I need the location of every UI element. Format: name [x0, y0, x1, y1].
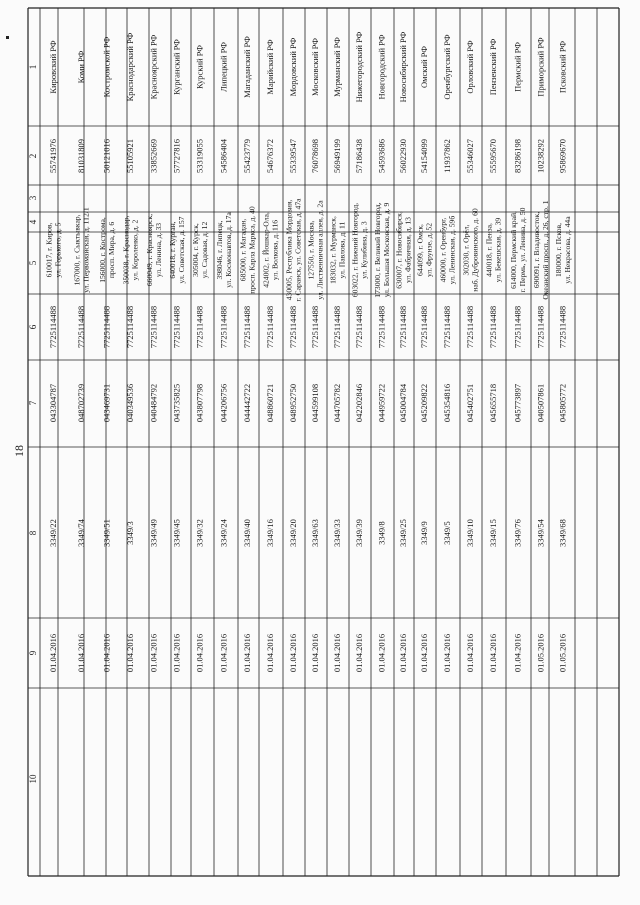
cell-date: 01.04.2016 — [124, 633, 135, 673]
cell-code: 3349/51 — [101, 519, 112, 547]
cell-code: 3349/24 — [218, 519, 229, 547]
cell-address: 660049, г. Красноярск, — [144, 213, 154, 287]
cell-address: 424002, г. Йошкар-Ола, — [261, 212, 271, 288]
cell-region: Курский РФ — [194, 45, 205, 89]
cell-address: 614000, Пермский край, — [508, 211, 518, 289]
cell-inn: 7725114488 — [47, 305, 58, 349]
cell-date: 01.04.2016 — [441, 633, 452, 673]
cell-code: 3349/54 — [535, 519, 546, 547]
cell-inn: 7725114488 — [171, 305, 182, 349]
cell-address: ул. Ленина, д. 33 — [153, 222, 163, 278]
cell-inn: 7725114488 — [101, 305, 112, 349]
cell-region: Оренбургский РФ — [441, 34, 452, 100]
column-number: 8 — [28, 530, 39, 536]
cell-address: 685000, г. Магадан, — [238, 218, 248, 282]
cell-address: ул. Большая Московская, д. 9 — [381, 202, 391, 298]
cell-address: ул. Лиственничная аллея, д. 2а — [315, 200, 325, 300]
cell-region: Московский РФ — [309, 38, 320, 96]
cell-inn: 7725114488 — [557, 305, 568, 349]
cell-inn: 7725114488 — [464, 305, 475, 349]
cell-okpo: 54586404 — [218, 139, 229, 173]
cell-date: 01.04.2016 — [287, 633, 298, 673]
cell-region: Магаданский РФ — [241, 36, 252, 98]
cell-region: Омский РФ — [418, 46, 429, 88]
cell-region: Краснодарский РФ — [124, 32, 135, 102]
cell-region: Марийский РФ — [264, 39, 275, 95]
cell-inn: 7725114488 — [124, 305, 135, 349]
page-number: 18 — [11, 445, 26, 457]
cell-code: 3349/32 — [194, 519, 205, 547]
cell-inn: 7725114488 — [264, 305, 275, 349]
cell-inn: 7725114488 — [309, 305, 320, 349]
cell-address: 398046, г. Липецк, — [214, 220, 224, 280]
cell-region: Коми РФ — [75, 50, 86, 84]
cell-code: 3349/33 — [331, 519, 342, 547]
column-number: 10 — [28, 774, 39, 784]
cell-okpo: 54154099 — [418, 139, 429, 173]
cell-address: ул. Фабричная, д. 13 — [403, 217, 413, 283]
cell-date: 01.04.2016 — [331, 633, 342, 673]
cell-address: ул. Горького, д. 5 — [53, 222, 63, 278]
cell-code: 3349/5 — [441, 521, 452, 545]
column-number: 9 — [28, 650, 39, 656]
cell-okpo: 56022930 — [397, 139, 408, 173]
cell-code: 3349/68 — [557, 519, 568, 547]
cell-address: 183032, г. Мурманск, — [328, 216, 338, 284]
cell-inn: 7725114488 — [194, 305, 205, 349]
table-grid — [28, 8, 619, 876]
cell-date: 01.04.2016 — [309, 633, 320, 673]
cell-inn: 7725114488 — [397, 305, 408, 349]
cell-okpo: 33852669 — [148, 139, 159, 173]
cell-address: ул. Короленко, д. 2 — [130, 219, 140, 281]
cell-address: просп. Мира, д. 6 — [106, 221, 116, 279]
cell-date: 01.04.2016 — [418, 633, 429, 673]
cell-kpp: 040349536 — [124, 383, 135, 423]
cell-okpo: 11937862 — [441, 139, 452, 173]
cell-date: 01.04.2016 — [512, 633, 523, 673]
column-number: 3 — [28, 195, 39, 201]
cell-inn: 7725114488 — [148, 305, 159, 349]
cell-date: 01.04.2016 — [353, 633, 364, 673]
cell-region: Кировский РФ — [47, 40, 58, 94]
cell-kpp: 043807798 — [194, 383, 205, 423]
cell-address: ул. Советская, д. 157 — [176, 216, 186, 284]
cell-address: 302030, г. Орёл, — [461, 224, 471, 276]
cell-address: ул. Волкова, д. 116 — [270, 219, 280, 281]
cell-okpo: 55595670 — [487, 139, 498, 173]
cell-kpp: 044959722 — [376, 383, 387, 423]
cell-okpo: 57727816 — [171, 139, 182, 173]
cell-address: 644099, г. Омск, — [415, 224, 425, 276]
cell-address: 610017, г. Киров, — [44, 222, 54, 278]
cell-code: 3349/3 — [124, 521, 135, 545]
cell-address: 167000, г. Сыктывкар, — [72, 214, 82, 286]
cell-region: Красноярский РФ — [148, 34, 159, 100]
cell-okpo: 76078698 — [309, 139, 320, 173]
column-number: 5 — [28, 260, 39, 266]
cell-code: 3349/8 — [376, 521, 387, 545]
cell-code: 3349/16 — [264, 519, 275, 547]
cell-kpp: 045655718 — [487, 383, 498, 423]
cell-code: 3349/10 — [464, 519, 475, 547]
cell-address: ул. Космонавтов, д. 17а — [223, 212, 233, 288]
cell-date: 01.04.2016 — [101, 633, 112, 673]
cell-kpp: 042202846 — [353, 383, 364, 423]
cell-okpo: 54593686 — [376, 139, 387, 173]
cell-okpo: 95869670 — [557, 139, 568, 173]
cell-code: 3349/20 — [287, 519, 298, 547]
cell-okpo: 55339547 — [287, 139, 298, 173]
cell-address: ул. Ленинская, д. 59б — [447, 215, 457, 285]
cell-kpp: 043304787 — [47, 383, 58, 423]
cell-date: 01.04.2016 — [487, 633, 498, 673]
cell-date: 01.04.2016 — [47, 633, 58, 673]
cell-date: 01.04.2016 — [464, 633, 475, 673]
cell-date: 01.04.2016 — [376, 633, 387, 673]
cell-okpo: 83286198 — [512, 139, 523, 173]
cell-code: 3349/49 — [148, 519, 159, 547]
cell-date: 01.04.2016 — [194, 633, 205, 673]
cell-okpo: 81031809 — [75, 139, 86, 173]
cell-region: Новгородский РФ — [376, 34, 387, 100]
cell-okpo: 56949199 — [331, 139, 342, 173]
cell-region: Псковский РФ — [557, 40, 568, 94]
cell-address: 460000, г. Оренбург, — [438, 217, 448, 283]
cell-okpo: 54676372 — [264, 139, 275, 173]
cell-kpp: 048702739 — [75, 383, 86, 423]
cell-code: 3349/15 — [487, 519, 498, 547]
table-content — [12, 31, 572, 783]
scan-mark — [6, 36, 9, 39]
cell-address: 603022, г. Нижний Новгород, — [350, 202, 360, 298]
cell-address: ул. Кулибина, д. 3 — [359, 221, 369, 279]
cell-region: Курганский РФ — [171, 39, 182, 95]
cell-kpp: 045004784 — [397, 383, 408, 423]
cell-inn: 7725114488 — [487, 305, 498, 349]
cell-inn: 7725114488 — [418, 305, 429, 349]
cell-date: 01.04.2016 — [241, 633, 252, 673]
cell-region: Костромской РФ — [101, 36, 112, 98]
cell-region: Приморский РФ — [535, 37, 546, 97]
cell-kpp: 045402751 — [464, 383, 475, 423]
cell-date: 01.05.2016 — [557, 633, 568, 673]
cell-date: 01.04.2016 — [397, 633, 408, 673]
cell-inn: 7725114488 — [353, 305, 364, 349]
cell-code: 3349/45 — [171, 519, 182, 547]
cell-inn: 7725114488 — [75, 305, 86, 349]
cell-kpp: 045805772 — [557, 383, 568, 423]
cell-okpo: 55423779 — [241, 139, 252, 173]
cell-code: 3349/22 — [47, 519, 58, 547]
cell-date: 01.05.2016 — [535, 633, 546, 673]
cell-address: наб. Дубровинского, д. 60 — [470, 208, 480, 292]
cell-code: 3349/63 — [309, 519, 320, 547]
cell-region: Новосибирский РФ — [397, 31, 408, 103]
cell-date: 01.04.2016 — [148, 633, 159, 673]
cell-inn: 7725114488 — [535, 305, 546, 349]
cell-kpp: 043735825 — [171, 383, 182, 423]
cell-kpp: 044599108 — [309, 383, 320, 423]
cell-okpo: 55346027 — [464, 139, 475, 173]
column-number: 2 — [28, 153, 39, 159]
cell-date: 01.04.2016 — [75, 633, 86, 673]
column-number: 1 — [28, 64, 39, 70]
cell-kpp: 044206756 — [218, 383, 229, 423]
cell-region: Липецкий РФ — [218, 42, 229, 92]
cell-address: 180000, г. Псков, — [553, 222, 563, 278]
cell-code: 3349/40 — [241, 519, 252, 547]
cell-region: Мурманский РФ — [331, 37, 342, 97]
cell-inn: 7725114488 — [218, 305, 229, 349]
cell-code: 3349/9 — [418, 521, 429, 545]
cell-address: 440018, г. Пенза, — [484, 223, 494, 277]
cell-okpo: 55741976 — [47, 139, 58, 173]
cell-address: просп. Карла Маркса, д. 40 — [247, 206, 257, 294]
cell-kpp: 045209822 — [418, 383, 429, 423]
cell-code: 3349/76 — [512, 519, 523, 547]
cell-region: Пермский РФ — [512, 42, 523, 92]
cell-inn: 7725114488 — [287, 305, 298, 349]
cell-region: Орловский РФ — [464, 40, 475, 94]
cell-date: 01.04.2016 — [171, 633, 182, 673]
column-number: 4 — [28, 219, 39, 225]
cell-address: 305004, г. Курск, — [190, 223, 200, 277]
column-number: 7 — [28, 400, 39, 406]
cell-address: 173000, г. Великий Новгород, — [372, 202, 382, 298]
cell-address: 630007, г. Новосибирск, — [394, 211, 404, 289]
cell-address: ул. Садовая, д. 12 — [199, 221, 209, 279]
cell-code: 3349/39 — [353, 519, 364, 547]
cell-code: 3349/25 — [397, 519, 408, 547]
cell-kpp: 045354816 — [441, 383, 452, 423]
cell-address: 640018, г. Курган, — [167, 221, 177, 279]
cell-inn: 7725114488 — [241, 305, 252, 349]
cell-region: Мордовский РФ — [287, 37, 298, 97]
cell-kpp: 048952750 — [287, 383, 298, 423]
cell-okpo: 55105921 — [124, 139, 135, 173]
cell-kpp: 045773897 — [512, 383, 523, 423]
cell-region: Нижегородский РФ — [353, 31, 364, 103]
cell-date: 01.04.2016 — [264, 633, 275, 673]
cell-kpp: 040507861 — [535, 383, 546, 423]
cell-address: ул. Некрасова, д. 44а — [562, 216, 572, 284]
cell-address: г. Саранск, ул. Советская, д. 47а — [293, 198, 303, 302]
cell-address: ул. Фрунзе, д. 52 — [424, 222, 434, 278]
cell-address: 690091, г. Владивосток, — [531, 211, 541, 289]
cell-inn: 7725114488 — [441, 305, 452, 349]
cell-date: 01.04.2016 — [218, 633, 229, 673]
cell-okpo: 50121016 — [101, 139, 112, 173]
cell-kpp: 048860721 — [264, 383, 275, 423]
cell-region: Пензенский РФ — [487, 38, 498, 96]
cell-address: Океанский просп., д. 26, стр. 1 — [540, 200, 550, 300]
cell-inn: 7725114488 — [376, 305, 387, 349]
cell-inn: 7725114488 — [512, 305, 523, 349]
cell-address: 430005, Республика Мордовия, — [284, 199, 294, 301]
cell-address: ул. Первомайская, д. 112/1 — [81, 207, 91, 293]
cell-address: ул. Бекешская, д. 39 — [493, 217, 503, 283]
cell-kpp: 043469731 — [101, 383, 112, 423]
cell-okpo: 53319055 — [194, 139, 205, 173]
cell-kpp: 044442722 — [241, 383, 252, 423]
cell-inn: 7725114488 — [331, 305, 342, 349]
cell-address: 156000, г. Кострома, — [97, 217, 107, 283]
cell-address: г. Пермь, ул. Ленина, д. 50 — [517, 207, 527, 293]
cell-address: 127550, г. Москва, — [306, 220, 316, 280]
cell-okpo: 10238292 — [535, 139, 546, 173]
column-number: 6 — [28, 324, 39, 330]
cell-address: 350038, г. Краснодар, — [121, 215, 131, 285]
cell-address: ул. Павлова, д. 11 — [337, 221, 347, 279]
cell-okpo: 57186438 — [353, 139, 364, 173]
cell-code: 3349/74 — [75, 519, 86, 547]
cell-kpp: 040484792 — [148, 383, 159, 423]
cell-kpp: 044705782 — [331, 383, 342, 423]
